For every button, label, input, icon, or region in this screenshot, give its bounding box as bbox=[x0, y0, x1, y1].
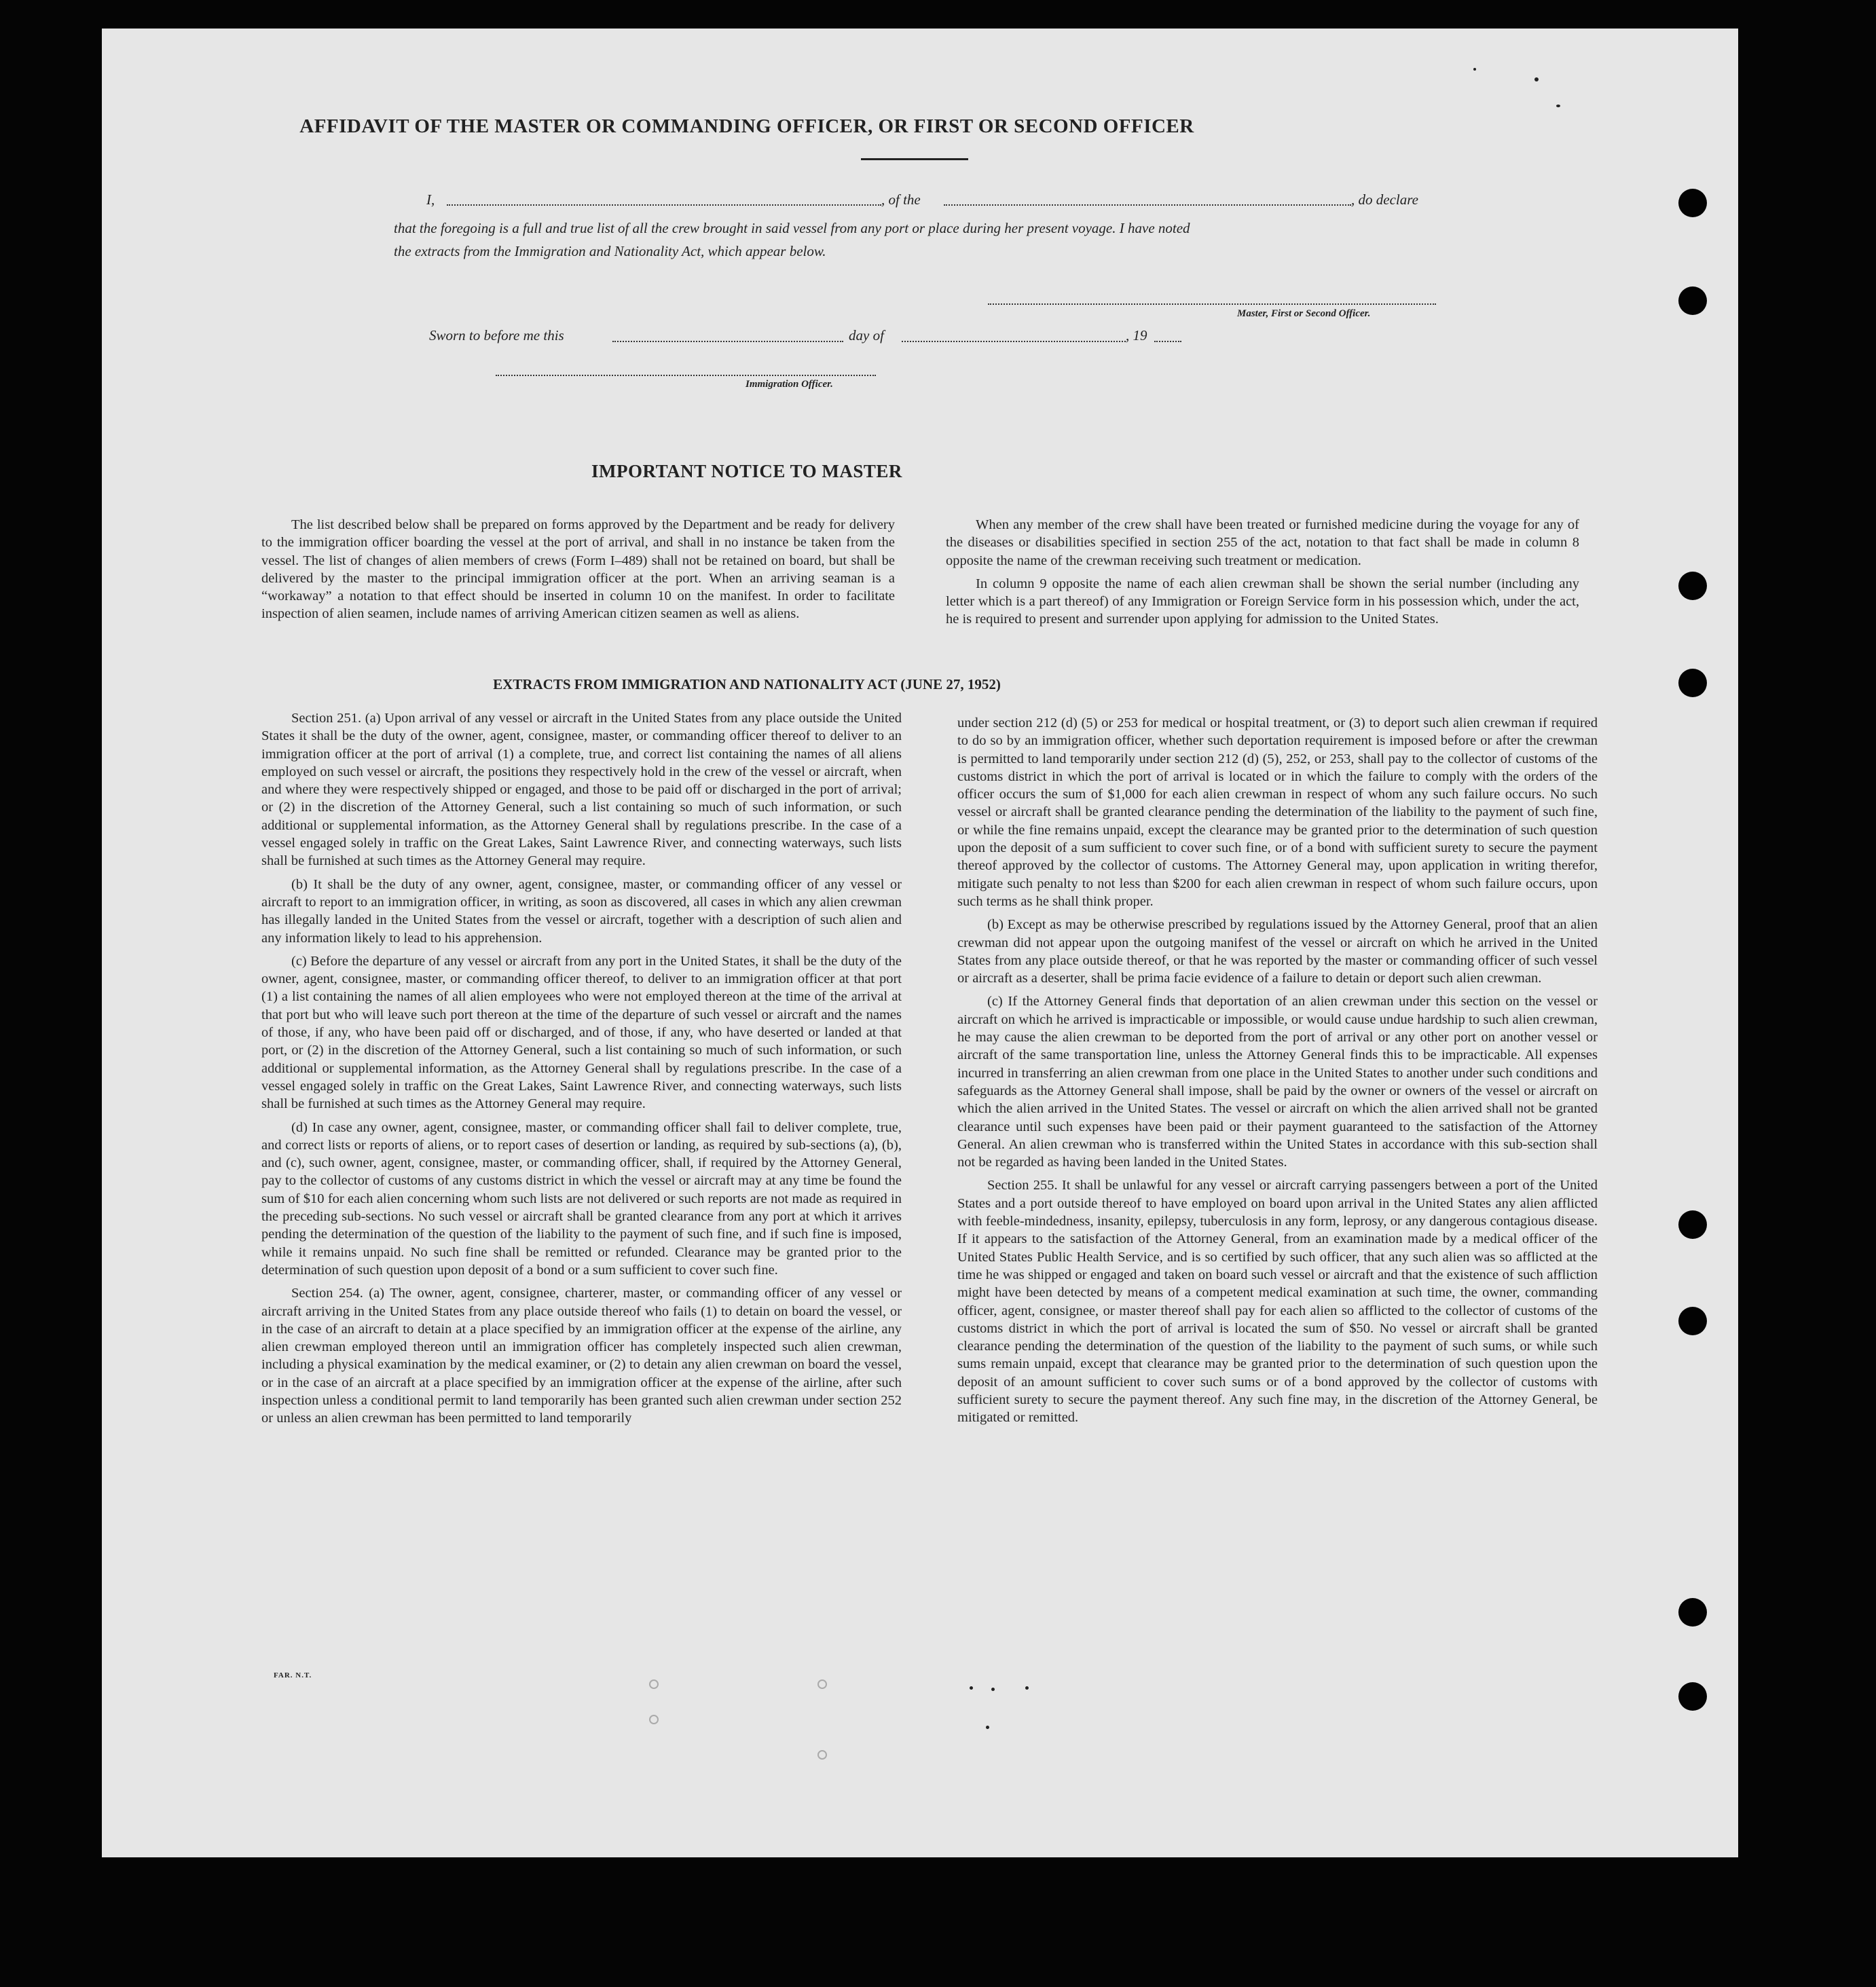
section-251-a: Section 251. (a) Upon arrival of any vessel or aircraft in the United States from any place outside the United States it shall be the duty of the owner, agent, consignee, master, or commanding officer thereof to deliver to an immigration officer at the port of arrival (1) a complete, true, and correct list containing the names of all aliens employed on such vessel or aircraft, the positions they respectively hold in the crew of the vessel or aircraft, when and where they were respectively shipped or engaged, and those to be paid off or discharged in the port of arrival; or (2) in the discretion of the Attorney General, such a list containing so much of such information, or such additional or supplemental information, as the Attorney General shall by regulations prescribe. In the case of a vessel engaged solely in traffic on the Great Lakes, Saint Lawrence River, and connecting waterways, such lists shall be furnished at such times as the Attorney General may require. bbox=[261, 711, 902, 869]
punch-hole bbox=[1678, 572, 1707, 600]
declaration-line-3: the extracts from the Immigration and Nationality Act, which appear below. bbox=[394, 243, 826, 259]
officer-signature-caption: Immigration Officer. bbox=[746, 379, 833, 390]
scan-artifact bbox=[649, 1715, 659, 1724]
sworn-label: Sworn to before me this bbox=[429, 327, 564, 343]
extracts-title: EXTRACTS FROM IMMIGRATION AND NATIONALITY ACT (JUNE 27, 1952) bbox=[493, 676, 1001, 692]
notice-right-paragraph-2: In column 9 opposite the name of each alien crewman shall be shown the serial number (including any letter which is a part thereof) of any Immigration or Foreign Service form in his possession which, under the act, he is required to present and surrender upon applying for admission to the United States. bbox=[946, 576, 1579, 627]
scan-speck bbox=[1556, 105, 1560, 107]
officer-signature-line[interactable] bbox=[496, 375, 876, 376]
section-254-a: Section 254. (a) The owner, agent, consignee, charterer, master, or commanding officer of any vessel or aircraft arriving in the United States from any place outside thereof who fails (1) to detain on board the vessel, or in the case of an aircraft to detain at a place specified by an immigration officer at the expense of the airline, any alien crewman employed thereon until an immigration officer has completely inspected such alien crewman, including a physical examination by the medical examiner, or (2) to detain any alien crewman on board the vessel, or in the case of an aircraft at a place specified by an immigration officer at the expense of the airline, after such inspection unless a conditional permit to land temporarily has been granted such alien crewman under section 252 or unless an alien crewman has been permitted to land temporarily bbox=[261, 1286, 902, 1426]
document-page bbox=[102, 29, 1738, 1857]
title-underline bbox=[861, 158, 968, 160]
punch-hole bbox=[1678, 1682, 1707, 1711]
section-255: Section 255. It shall be unlawful for any vessel or aircraft carrying passengers between a port of the United States and a port outside thereof to have employed on board upon arrival in the United States any alien afflicted with feeble-mindedness, insanity, epilepsy, tuberculosis in any form, leprosy, or any dangerous contagious disease. If it appears to the satisfaction of the Attorney General, from an examination made by a medical officer of the United States Public Health Service, and is so certified by such officer, that any such alien was so afflicted at the time he was shipped or engaged and taken on board such vessel or aircraft and that the existence of such affliction might have been detected by means of a competent medical examination at such time, the owner, commanding officer, agent, consignee, or master thereof shall pay for each alien so afflicted to the collector of customs of the customs district in which the port of arrival is located the sum of $50. No vessel or aircraft shall be granted clearance pending the determination of the question of the liability to the payment of such sums, or while such sums remain unpaid, except that clearance may be granted prior to the determination of such question upon the deposit of an amount sufficient to cover such sums or of a bond approved by the collector of customs with sufficient surety to secure the payment thereof. Any such fine may, in the discretion of the Attorney General, be mitigated or remitted. bbox=[957, 1178, 1598, 1426]
punch-hole bbox=[1678, 189, 1707, 217]
sworn-year-blank[interactable] bbox=[1154, 341, 1181, 342]
master-signature-line[interactable] bbox=[988, 303, 1436, 305]
notice-right-paragraph-1: When any member of the crew shall have been treated or furnished medicine during the voyage for any of the diseases or disabilities specified in section 255 of the act, notation to that fact shall be made in column 8 opposite the name of the crewman receiving such treatment or medication. bbox=[946, 517, 1579, 568]
scan-speck bbox=[991, 1688, 995, 1691]
punch-hole bbox=[1678, 1307, 1707, 1335]
notice-title: IMPORTANT NOTICE TO MASTER bbox=[591, 461, 902, 481]
scan-artifact bbox=[817, 1679, 827, 1689]
punch-hole bbox=[1678, 669, 1707, 697]
section-254-b: (b) Except as may be otherwise prescribed by regulations issued by the Attorney General, proof that an alien crewman did not appear upon the outgoing manifest of the vessel or aircraft on which he arrived in the United States from any place outside thereof, or that he was reported by the master or commanding officer of such vessel or aircraft as a deserter, shall be prima facie evidence of a failure to detain or deport such alien crewman. bbox=[957, 917, 1598, 986]
scan-speck bbox=[970, 1686, 973, 1690]
scan-speck bbox=[1025, 1686, 1029, 1690]
day-of-label: day of bbox=[849, 327, 884, 343]
section-251-b: (b) It shall be the duty of any owner, agent, consignee, master, or commanding officer of any vessel or aircraft to report to an immigration officer, in writing, as soon as discovered, all cases in which any alien crewman has illegally landed in the United States from the vessel or aircraft, together with a description of such alien and any information likely to lead to his apprehension. bbox=[261, 876, 902, 946]
master-signature-caption: Master, First or Second Officer. bbox=[1237, 308, 1371, 319]
section-254-c: (c) If the Attorney General finds that deportation of an alien crewman under this section on the vessel or aircraft on which he arrived is impracticable or impossible, or would cause undue hardship to such alien crewman, he may cause the alien crewman to be deported from the port of arrival or any other port on another vessel or aircraft of the same transportation line, unless the Attorney General finds this to be impracticable. All expenses incurred in transferring an alien crewman from one place in the United States to another under such conditions and safeguards as the Attorney General shall impose, shall be paid by the owner or owners of the vessel or aircraft on which the alien arrived in the United States. The vessel or aircraft on which the alien arrived shall not be granted clearance until such expenses have been paid or their payment guaranteed to the satisfaction of the Attorney General. An alien crewman who is transferred within the United States in accordance with this sub-section shall not be regarded as having been landed in the United States. bbox=[957, 994, 1598, 1170]
notice-left-column bbox=[261, 516, 895, 629]
vessel-blank[interactable] bbox=[944, 204, 1351, 206]
affidavit-title: AFFIDAVIT OF THE MASTER OR COMMANDING OFFICER, OR FIRST OR SECOND OFFICER bbox=[299, 115, 1194, 137]
section-254-a-continued: under section 212 (d) (5) or 253 for medical or hospital treatment, or (3) to deport such alien crewman if required to do so by an immigration officer, whether such deportation requirement is imposed before or after the crewman is permitted to land temporarily under section 212 (d) (5), 252, or 253, shall pay to the collector of customs of the customs district in which the port of arrival is located or in which the failure to comply with the orders of the officer occurs the sum of $1,000 for each alien crewman in respect of whom any such failure occurs. No such vessel or aircraft shall be granted clearance pending the determination of the liability to the payment of such fine, or while the fine remains unpaid, except the clearance may be granted prior to the determination of such question upon the deposit of a sum sufficient to cover such fine, or of a bond with sufficient surety to secure the payment thereof approved by the collector of customs. The Attorney General may, upon application in writing therefor, mitigate such penalty to not less than $200 for each alien crewman in respect of whom such failure occurs, upon such terms as he shall think proper. bbox=[957, 716, 1598, 909]
sworn-day-blank[interactable] bbox=[612, 341, 843, 342]
scan-speck bbox=[1473, 68, 1476, 71]
declaration-do-declare-label: , do declare bbox=[1351, 191, 1418, 208]
declaration-line-2: that the foregoing is a full and true list of all the crew brought in said vessel from any port or place during her present voyage. I have noted bbox=[394, 220, 1190, 236]
declaration-i-label: I, bbox=[426, 191, 435, 208]
declaration-of-the-label: , of the bbox=[881, 191, 921, 208]
name-blank[interactable] bbox=[447, 204, 881, 206]
scan-artifact bbox=[649, 1679, 659, 1689]
scan-artifact bbox=[817, 1750, 827, 1760]
printer-mark: FAR. N.T. bbox=[274, 1671, 312, 1679]
punch-hole bbox=[1678, 286, 1707, 315]
extracts-left-column bbox=[261, 709, 902, 1433]
sworn-month-blank[interactable] bbox=[902, 341, 1126, 342]
punch-hole bbox=[1678, 1210, 1707, 1239]
section-251-c: (c) Before the departure of any vessel or aircraft from any port in the United States, it shall be the duty of the owner, agent, consignee, master, or commanding officer thereof, to deliver to an immigration officer at that port (1) a list containing the names of all alien employees who were not employed thereon at the time of the arrival at that port but who will leave such port thereon at the time of the departure of such vessel or aircraft and the names of those, if any, who have been paid off or discharged, and of those, if any, who have deserted or landed at that port, or (2) in the discretion of the Attorney General, such a list containing so much of such information, or such additional or supplemental information, as the Attorney General shall by regulations prescribe. In the case of a vessel engaged solely in traffic on the Great Lakes, Saint Lawrence River, and connecting waterways, such lists shall be furnished at such times as the Attorney General may require. bbox=[261, 953, 902, 1112]
year-label: , 19 bbox=[1126, 327, 1147, 343]
section-251-d: (d) In case any owner, agent, consignee, master, or commanding officer shall fail to deliver complete, true, and correct lists or reports of aliens, or to report cases of desertion or landing, as required by sub-sections (a), (b), and (c), such owner, agent, consignee, master, or commanding officer, shall, if required by the Attorney General, pay to the collector of customs of any customs district in which the vessel or aircraft may at any time be found the sum of $10 for each alien concerning whom such lists are not delivered or such reports are not made as required in the preceding sub-sections. No such vessel or aircraft shall be granted clearance from any port at which it arrives pending the determination of the question of the liability to the payment of such fine, and if such fine is imposed, while it remains unpaid. No such fine shall be remitted or refunded. Clearance may be granted prior to the determination of such question upon deposit of a bond or a sum sufficient to cover such fine. bbox=[261, 1119, 902, 1278]
scan-speck bbox=[986, 1726, 989, 1729]
notice-right-column bbox=[946, 516, 1579, 634]
notice-left-paragraph: The list described below shall be prepared on forms approved by the Department and be ready for delivery to the immigration officer boarding the vessel at the port of arrival, and shall in no instance be taken from the vessel. The list of changes of alien members of crews (Form I–489) shall not be retained on board, but shall be delivered by the master to the principal immigration officer at the port. When an arriving seaman is a “workaway” a notation to that effect should be inserted in column 10 on the manifest. In order to facilitate inspection of alien seamen, include names of arriving American citizen seamen as well as aliens. bbox=[261, 517, 895, 622]
punch-hole bbox=[1678, 1598, 1707, 1627]
scan-speck bbox=[1534, 77, 1539, 81]
extracts-right-column bbox=[957, 714, 1598, 1432]
